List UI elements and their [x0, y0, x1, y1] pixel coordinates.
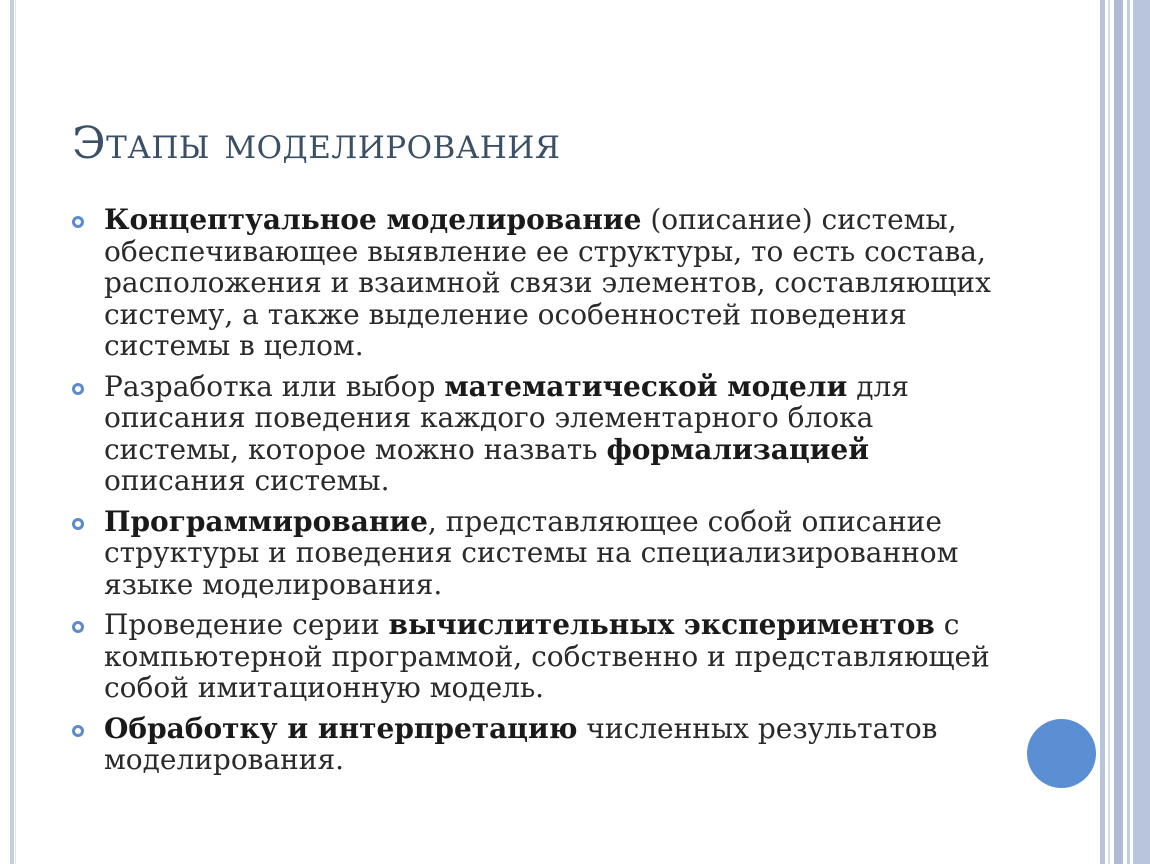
right-stripe-1	[1100, 0, 1105, 864]
right-stripe-3	[1114, 0, 1123, 864]
bullet-text: с компьютерной программой, собственно и представляющей собой имитационную модель.	[104, 608, 990, 704]
bullet-bold: вычислительных экспериментов	[388, 608, 935, 641]
left-frame-stripe	[10, 0, 14, 864]
bullet-ring-icon	[72, 216, 84, 228]
bullet-text: Проведение серии	[104, 608, 389, 641]
bullet-item-interpretation	[72, 713, 992, 776]
left-frame-line	[15, 0, 16, 864]
bullet-ring-icon	[72, 518, 84, 530]
bullet-bold: формализацией	[606, 432, 869, 466]
bullet-ring-icon	[72, 725, 84, 737]
bullet-text: численных результатов моделирования.	[104, 711, 938, 776]
bullet-bold: Программирование	[104, 504, 428, 538]
bullet-text: Разработка или выбор	[104, 369, 445, 403]
bullet-text: (описание) системы, обеспечивающее выявление ее структуры, то есть состава, расположения и взаимной связи элементов, составляющих систему, а также выделение особенностей поведения системы в целом.	[104, 203, 991, 362]
bullet-ring-icon	[72, 383, 84, 395]
bullet-item-experiments	[72, 609, 992, 704]
right-stripe-4	[1127, 0, 1130, 864]
bullet-text: , представляющее собой описание структуры и поведения системы на специализированном языке моделирования.	[104, 504, 959, 601]
decorative-circle	[1027, 719, 1096, 788]
slide-title: Этапы моделирования	[72, 118, 561, 169]
bullet-item-programming	[72, 506, 992, 601]
bullet-bold: математической модели	[444, 369, 848, 403]
right-stripe-2	[1108, 0, 1110, 864]
bullet-text: для описания поведения каждого элементарного блока системы, которое можно назвать	[104, 369, 909, 466]
bullet-item-math-model	[72, 371, 992, 497]
bullet-ring-icon	[72, 621, 84, 633]
bullet-bold: Обработку и интерпретацию	[104, 711, 578, 745]
bullet-bold: Концептуальное моделирование	[104, 203, 642, 236]
bullet-item-conceptual	[72, 204, 992, 362]
right-frame-stripes	[1100, 0, 1150, 864]
right-stripe-5	[1133, 0, 1150, 864]
bullet-text: описания системы.	[104, 464, 390, 497]
bullet-list	[72, 204, 992, 785]
